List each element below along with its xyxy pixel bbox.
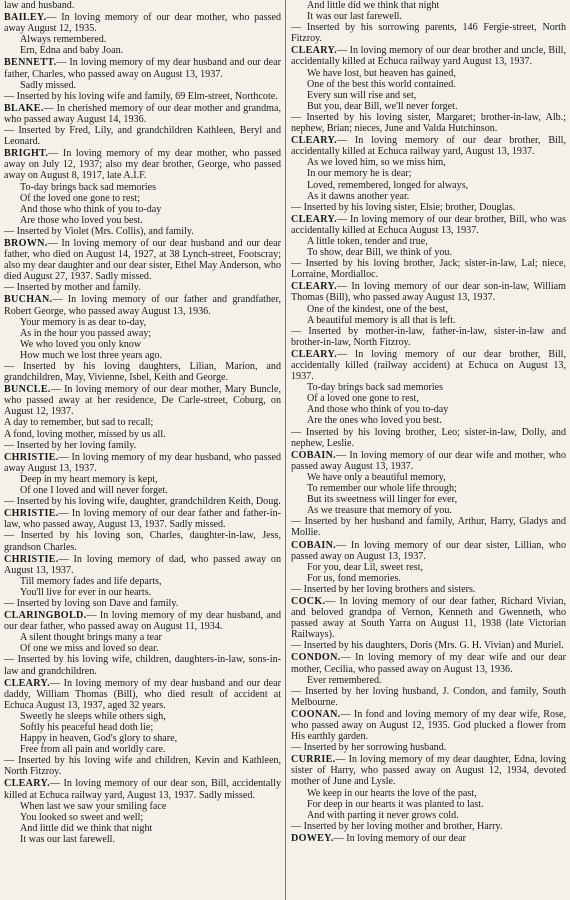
memorial-notice <box>4 148 281 237</box>
notice-text: — In loving memory of our dear <box>333 832 466 844</box>
notice-text: — In loving memory of my dear husband, who passed away August 13, 1937. <box>4 451 281 474</box>
notice-verse-line: As we loved him, so we miss him, <box>307 157 446 169</box>
notice-text: — In cherished memory of our dear mother and grandma, who passed away August 14, 1936. <box>4 102 281 125</box>
notice-verse-line: And little did we think that night <box>307 0 440 11</box>
notice-verse-line: Your memory is as dear to-day, <box>20 316 147 328</box>
notice-surname: CLEARY. <box>291 45 337 57</box>
notice-verse-line: A beautiful memory is all that is left. <box>307 314 456 326</box>
notice-text: — In loving memory of my dear wife and our dear mother, Cecilia, who passed away on August 13, 1936. <box>291 652 566 675</box>
notice-text: — In loving memory of my dear husband, and our dear father, who passed away on August 11, 1934. <box>4 610 281 633</box>
notice-text: — Inserted by her loving family. <box>4 439 137 451</box>
notice-verse-line: To-day brings back sad memories <box>307 382 444 394</box>
notice-text: — In loving memory of our dear brother, Bill, accidentally killed (railway accident) at Echuca on August 13, 1937. <box>291 348 566 383</box>
notice-surname: BAILEY. <box>4 12 47 24</box>
notice-text: — In loving memory of our dear father, Richard Vivian, and beloved grandpa of Vernon, Kenneth and Gwenneth, who passed away at South Yarra on August 11, 1938 (late Victorian Railways). <box>291 595 566 641</box>
notice-surname: BUNCLE. <box>4 384 51 396</box>
notice-verse-line: Happy in heaven, God's glory to share, <box>20 733 178 745</box>
notice-verse-line: It was our last farewell. <box>20 833 116 845</box>
notice-verse-line: Free from all pain and worldly care. <box>20 744 166 756</box>
notice-verse-line: As it dawns another year. <box>307 190 410 202</box>
notice-verse-line: For us, fond memories. <box>307 572 401 584</box>
notice-verse-line: Sadly missed. <box>20 79 77 91</box>
notice-surname: BUCHAN. <box>4 294 53 306</box>
notice-surname: COBAIN. <box>291 449 337 461</box>
notice-text: — In loving memory of our dear mother, who passed away August 12, 1935. <box>4 12 281 35</box>
notice-surname: CONDON. <box>291 652 341 664</box>
memorial-notice <box>291 281 566 348</box>
notice-surname: BROWN. <box>4 237 48 249</box>
notice-verse-line: Every sun will rise and set, <box>307 89 417 101</box>
notice-surname: BENNETT. <box>4 57 57 69</box>
notice-text: — In loving memory of my dear husband and our dear father, Charles, who passed away on August 13, 1937. <box>4 57 281 80</box>
notice-text: — Inserted by his loving wife, daughter, grandchildren Keith, Doug. <box>4 496 281 508</box>
notice-text: — In loving memory of our dear son-in-law, William Thomas (Bill), who passed away August 13, 1937. <box>291 281 566 304</box>
right-column <box>285 0 570 900</box>
notice-verse-line: One of the best this world contained. <box>307 78 456 90</box>
memorial-notice <box>4 238 281 293</box>
notice-verse-line: Of a loved one gone to rest, <box>307 393 419 405</box>
memorial-notice <box>291 349 566 449</box>
notice-verse-line: Of one we miss and loved so dear. <box>20 643 159 655</box>
notice-text: — Inserted by his sorrowing parents, 146 Fergie-street, North Fitzroy. <box>291 22 566 45</box>
memorial-notice <box>4 610 281 677</box>
notice-verse-line: As we treasure that memory of you. <box>307 505 452 517</box>
notice-text: — Inserted by her husband and family, Arthur, Harry, Gladys and Mollie. <box>291 516 566 539</box>
notice-surname: BRIGHT. <box>4 148 49 160</box>
notice-verse-line: Are those who loved you best. <box>20 214 143 226</box>
notice-verse-line: To-day brings back sad memories <box>20 181 157 193</box>
notice-text: — In loving memory of our dear mother, Mary Buncle, who passed away at her residence, De Carle-street, Coburg, on August 12, 1937. <box>4 384 281 418</box>
notice-verse-line: One of the kindest, one of the best, <box>307 303 448 315</box>
memorial-notice <box>291 709 566 753</box>
notice-surname: CLEARY. <box>291 348 337 360</box>
notice-verse-line: It was our last farewell. <box>307 11 403 23</box>
notice-text: — Inserted by her sorrowing husband. <box>291 742 447 754</box>
notice-text: — In loving memory of our dear brother, Bill, accidentally killed at Echuca railway yard, August 13, 1937. <box>291 135 566 158</box>
notice-surname: COCK. <box>291 595 326 607</box>
notice-text: — Inserted by his loving wife and family, 69 Elm-street, Northcote. <box>4 90 278 102</box>
notice-surname: DOWEY. <box>291 832 334 844</box>
notice-verse-line: A little token, tender and true, <box>307 235 428 247</box>
memorial-notice <box>4 294 281 383</box>
notice-verse-line: But its sweetness will linger for ever, <box>307 494 458 506</box>
memorial-notice <box>4 508 281 552</box>
memorial-notice <box>291 596 566 651</box>
notice-text: — Inserted by his loving sister, Margaret; brother-in-law, Alb.; nephew, Brian; nieces, June and Valda Hutchinson. <box>291 111 566 135</box>
notice-text: — Inserted by her loving mother and brother, Harry. <box>291 820 503 832</box>
memorial-notice <box>4 678 281 778</box>
notice-text: — In loving memory of our dear wife and mother, who passed away August 13, 1937. <box>291 449 566 472</box>
notice-text: — Inserted by mother and family. <box>4 282 141 294</box>
notice-text: — In loving memory of dad, who passed away on August 13, 1937. <box>4 553 281 576</box>
memorial-notice <box>291 450 566 539</box>
notice-text: — In loving memory of our father and grandfather, Robert George, who passed away August 13, 1936. <box>4 294 281 317</box>
notice-text: — Inserted by his loving wife, children, daughters-in-law, sons-in-law and grandchildren. <box>4 654 281 677</box>
memorial-notice <box>4 103 281 147</box>
notice-text: — In loving memory of our dear son, Bill, accidentally killed at Echuca railway yard, August 13, 1937. Sadly missed. <box>4 778 281 801</box>
notice-verse-line: You looked so sweet and well; <box>20 811 144 823</box>
memorial-notice <box>4 384 281 451</box>
memorial-notice <box>291 45 566 134</box>
notice-text: — Inserted by his loving daughters, Lilian, Marion, and grandchildren, May, Vivienne, Isbel, Keith and George. <box>4 361 281 384</box>
notice-surname: CHRISTIE. <box>4 451 59 463</box>
memorial-notice <box>4 554 281 609</box>
memorial-notice <box>291 652 566 707</box>
notice-verse-line: Ever remembered. <box>307 674 382 686</box>
memorial-notice <box>4 12 281 56</box>
notice-text: — Inserted by his loving wife and children, Kevin and Kathleen, North Fitzroy. <box>4 755 281 778</box>
notice-verse-line: In our memory he is dear; <box>307 168 412 180</box>
notice-surname: CLEARY. <box>4 677 50 689</box>
memorial-notice <box>4 778 281 845</box>
notice-text: law and husband. <box>4 0 75 11</box>
notice-text: — In fond and loving memory of my dear wife, Rose, who passed away on August 12, 1935. God plucked a flower from His earthly garden. <box>291 708 566 743</box>
memorial-notice <box>291 540 566 595</box>
notice-text: — In loving memory of our dear father and father-in-law, who passed away, August 13, 1937. Sadly missed. <box>4 508 281 531</box>
notice-surname: CLEARY. <box>4 778 50 790</box>
notice-text: A day to remember, but sad to recall; <box>4 417 154 429</box>
notice-verse-line: You'll live for ever in our hearts. <box>20 586 152 598</box>
notice-text: — Inserted by his loving son, Charles, daughter-in-law, Jess, grandson Charles. <box>4 530 281 553</box>
notice-verse-line: Of the loved one gone to rest; <box>20 192 140 204</box>
notice-surname: CHRISTIE. <box>4 553 59 565</box>
notice-text: — Inserted by Violet (Mrs. Collis), and family. <box>4 225 194 237</box>
notice-verse-line: How much we lost three years ago. <box>20 349 163 361</box>
notice-verse-line: To remember our whole life through; <box>307 483 457 495</box>
notice-verse-line: But you, dear Bill, we'll never forget. <box>307 100 458 112</box>
notice-verse-line: And those who think of you to-day <box>20 203 162 215</box>
memorial-notice <box>291 214 566 281</box>
notice-verse-line: Softly his peaceful head doth lie; <box>20 722 154 733</box>
notice-verse-line: To show, dear Bill, we think of you. <box>307 247 452 259</box>
notice-text: — Inserted by his loving brother, Leo; sister-in-law, Dolly, and nephew, Leslie. <box>291 426 566 449</box>
notice-verse-line: When last we saw your smiling face <box>20 800 167 812</box>
notice-verse-line: Deep in my heart memory is kept, <box>20 473 158 485</box>
memorial-notice <box>4 452 281 507</box>
notice-surname: COONAN. <box>291 708 341 720</box>
notice-text: — In loving memory of our dear brother and uncle, Bill, accidentally killed at Echuca railway yard August 13, 1937. <box>291 45 566 68</box>
notice-verse-line: We have only a beautiful memory, <box>307 471 446 483</box>
notice-text: — In loving memory of my dear mother, who passed away on July 12, 1937; also my dear brother, George, who passed away on August 8, 1917, late A.I.F. <box>4 148 281 182</box>
notice-verse-line: For deep in our hearts it was planted to last. <box>307 798 484 810</box>
notice-verse-line: We keep in our hearts the love of the past, <box>307 787 477 799</box>
notice-verse-line: As in the hour you passed away; <box>20 327 152 339</box>
notice-verse-line: Of one I loved and will never forget. <box>20 485 168 497</box>
notice-text: A fond, loving mother, missed by us all. <box>4 428 166 440</box>
notice-surname: CLEARY. <box>291 281 337 293</box>
notice-verse-line: Ern, Edna and baby Joan. <box>20 45 124 57</box>
memorial-notice <box>4 0 281 11</box>
notice-verse-line: And little did we think that night <box>20 822 153 834</box>
notice-text: — Inserted by mother-in-law, father-in-law, sister-in-law and brother-in-law, North Fitzroy. <box>291 325 566 348</box>
notice-verse-line: We have lost, but heaven has gained, <box>307 67 456 79</box>
memorial-notice <box>4 57 281 101</box>
notice-verse-line: And those who think of you to-day <box>307 404 449 416</box>
notice-surname: CLEARY. <box>291 135 337 147</box>
notice-surname: CURRIE. <box>291 754 336 766</box>
notice-verse-line: Till memory fades and life departs, <box>20 575 162 587</box>
notice-verse-line: And with parting it never grows cold. <box>307 809 459 821</box>
notice-text: — Inserted by his loving brother, Jack; sister-in-law, Lal; niece, Lorraine, Mordialloc. <box>291 258 566 281</box>
memorial-notice <box>291 833 566 844</box>
notice-text: — Inserted by her loving husband, J. Condon, and family, South Melbourne. <box>291 685 566 708</box>
notice-surname: COBAIN. <box>291 539 337 551</box>
memorial-notice <box>291 135 566 213</box>
notice-text: — Inserted by Fred, Lily, and grandchildren Kathleen, Beryl and Leonard. <box>4 125 281 148</box>
notice-text: — In loving memory of my dear daughter, Edna, loving sister of Harry, who passed away on August 12, 1934, devoted mother of June and Lysle. <box>291 754 566 788</box>
notice-text: — In loving memory of our dear husband and our dear father, who died on August 14, 1927, at 38 Lynch-street, Footscray; also my dear daughter and our dear sister, Ethel May Anderson, who died August 27, 1937. Sadly missed. <box>4 237 281 283</box>
notice-verse-line: A silent thought brings many a tear <box>20 632 162 644</box>
memorial-notice <box>291 754 566 832</box>
notice-text: — Inserted by his loving sister, Elsie; brother, Douglas. <box>291 201 516 213</box>
notice-text: — Inserted by her loving brothers and sisters. <box>291 583 476 595</box>
notice-text: — In loving memory of our dear brother, Bill, who was accidentally killed at Echuca August 13, 1937. <box>291 213 566 236</box>
notice-surname: BLAKE. <box>4 102 44 114</box>
notice-text: — In loving memory of my dear husband and our dear daddy, William Thomas (Bill), who died result of accident at Echuca August 13, 1937, aged 32 years. <box>4 677 281 711</box>
notice-text: — Inserted by his daughters, Doris (Mrs. G. H. Vivian) and Muriel. <box>291 640 564 652</box>
notice-verse-line: Sweetly he sleeps while others sigh, <box>20 710 166 722</box>
notice-surname: CLARINGBOLD. <box>4 610 87 622</box>
notice-verse-line: Are the ones who loved you best. <box>307 415 442 427</box>
notice-surname: CLEARY. <box>291 213 337 225</box>
notice-verse-line: Always remembered. <box>20 34 107 46</box>
notice-surname: CHRISTIE. <box>4 508 59 520</box>
memorial-notice <box>291 0 566 44</box>
notice-verse-line: Loved, remembered, longed for always, <box>307 179 469 191</box>
notice-verse-line: We who loved you only know <box>20 338 142 350</box>
notice-text: — In loving memory of our dear sister, Lillian, who passed away on August 13, 1937. <box>291 539 566 562</box>
notice-text: — Inserted by loving son Dave and family. <box>4 597 179 609</box>
notice-verse-line: For you, dear Lil, sweet rest, <box>307 561 424 573</box>
